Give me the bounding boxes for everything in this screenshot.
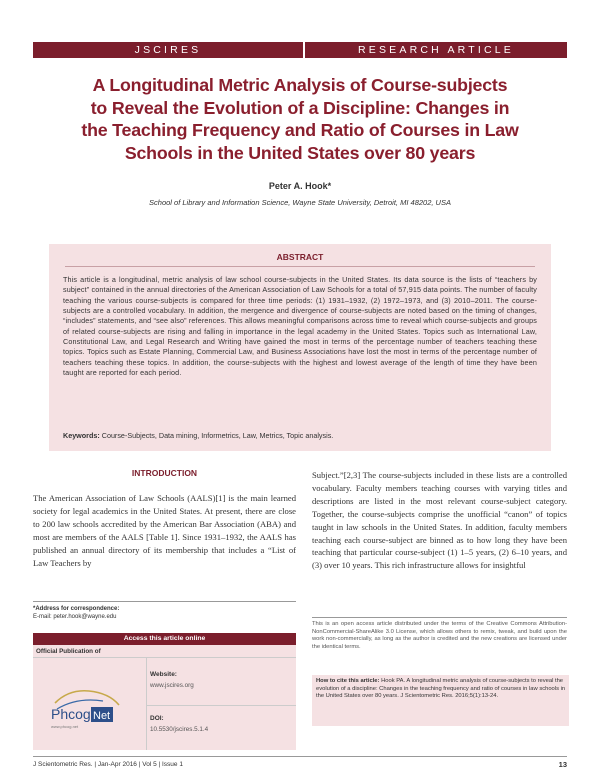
title-line: the Teaching Frequency and Ratio of Courses in Law xyxy=(81,120,519,140)
abstract-text: This article is a longitudinal, metric analysis of law school course-subjects in the United States. Its data source is the lists of “teachers by subject” contained in the annual directories of the American Association of Law Schools for a total of 57,915 data points. The number of faculty teaching the various course-subjects is compared for three time periods: (1) 1931–1932, (2) 1972–1973, and (3) 2010–2011. The course-subjects are a controlled vocabulary. In addition, the mergence and divergence of course-subjects are noted based on the timing of changes, “includes” statements, and “see also” references. This allows meaningful comparisons across time to reveal which course-subjects and groups of related course-subjects are rising and falling in importance in the legal academy in the United States. Topics such as International Law, Constitutional Law, and Legal Research and Writing have gained the most in terms of the percentage number of teachers teaching these topics. Topics such as Estate Planning, Commercial Law, and Business Associations have lost the most in terms of the percentage number of teachers teaching these topics. In addition, the course-subjects with the highest and lowest average of the length of time they have been taught are reported for each period. xyxy=(63,275,537,378)
correspondence-divider xyxy=(33,601,296,602)
keywords xyxy=(63,431,537,440)
introduction-heading: INTRODUCTION xyxy=(131,468,198,478)
journal-issue-info: J Scientometric Res. | Jan-Apr 2016 | Vol 5 | Issue 1 xyxy=(33,761,183,768)
website-link[interactable]: www.jscires.org xyxy=(150,682,194,689)
cite-label: How to cite this article: xyxy=(316,678,380,684)
logo-text: Phcog xyxy=(51,706,91,722)
license-divider xyxy=(312,617,567,618)
journal-name: JSCIRES xyxy=(134,44,202,56)
publication-label: Official Publication of xyxy=(36,648,101,655)
keywords-list: Course-Subjects, Data mining, Informetrics, Law, Metrics, Topic analysis. xyxy=(101,431,334,440)
footer-divider xyxy=(33,756,567,757)
title-line: to Reveal the Evolution of a Discipline: Changes in xyxy=(90,97,510,118)
access-online-bar: Access this article online xyxy=(33,633,296,645)
introduction-left-column: The American Association of Law Schools (AALS)[1] is the main learned society for legal academics in the United States. At present, there are close to 200 law schools accredited by the American Bar Association (ABA) and most are members of the AALS [Table 1]. Since 1931–1932, the AALS has published an annual directory of its membership that includes a “List of Law Teachers by xyxy=(33,493,296,568)
abstract-divider xyxy=(65,266,535,267)
correspondence xyxy=(33,605,296,621)
title-line: A Longitudinal Metric Analysis of Course-subjects xyxy=(92,75,508,95)
box-divider xyxy=(33,657,296,658)
access-online-box xyxy=(33,645,296,750)
phcognet-logo xyxy=(47,687,129,731)
license-text: This is an open access article distributed under the terms of the Creative Commons Attribution-NonCommercial-ShareAlike 3.0 License, which allows others to remix, tweak, and build upon the work non-commercially, as long as the author is credited and the new creations are licensed under the identical terms. xyxy=(312,621,567,650)
introduction-right-column: Subject.”[2,3] The course-subjects included in these lists are a controlled vocabulary. Faculty members teaching courses with varying titles and descriptions are listed in the most relevant course-subject category. Together, the course-subjects comprise the unofficial “canon” of topics taught in law schools in the United States. In addition, faculty members teaching each course-subject are binned as to how long they have been teaching that particular course-subject (1) 1–5 years, (2) 6–10 years, and (3) over 10 years. This rich infrastructure allows for insightful xyxy=(312,470,567,571)
author-affiliation: School of Library and Information Science, Wayne State University, Detroit, MI 48202, USA xyxy=(149,198,451,207)
section-band xyxy=(305,42,567,58)
abstract-box xyxy=(49,244,551,451)
journal-band xyxy=(33,42,303,58)
doi-link[interactable]: 10.5530/jscires.5.1.4 xyxy=(150,726,209,733)
correspondence-email[interactable]: E-mail: peter.hook@wayne.edu xyxy=(33,614,117,620)
logo-net-text: Net xyxy=(93,710,111,722)
citation xyxy=(316,678,566,701)
correspondence-label: *Address for correspondence: xyxy=(33,606,120,612)
section-label: RESEARCH ARTICLE xyxy=(357,44,515,56)
author-name: Peter A. Hook* xyxy=(268,181,332,191)
box-divider xyxy=(146,657,147,750)
doi-label: DOI: xyxy=(150,715,164,722)
box-divider xyxy=(146,705,296,706)
keywords-label: Keywords: xyxy=(63,431,100,440)
logo-arc xyxy=(55,691,119,705)
website-label: Website: xyxy=(150,671,177,678)
article-title xyxy=(60,74,540,164)
title-line: Schools in the United States over 80 years xyxy=(124,142,476,163)
page-number: 13 xyxy=(558,760,567,769)
cite-text: Hook PA. A longitudinal metric analysis of course-subjects to reveal the evolution of a discipline: Changes in the teaching frequency and ratio of courses in law schools in the United States over 80 years. J Scientometric Res. 2016;5(1):13-24. xyxy=(316,678,566,699)
cite-box xyxy=(312,675,569,726)
logo-subtext: www.phcog.net xyxy=(51,724,79,729)
abstract-heading: ABSTRACT xyxy=(276,252,324,262)
